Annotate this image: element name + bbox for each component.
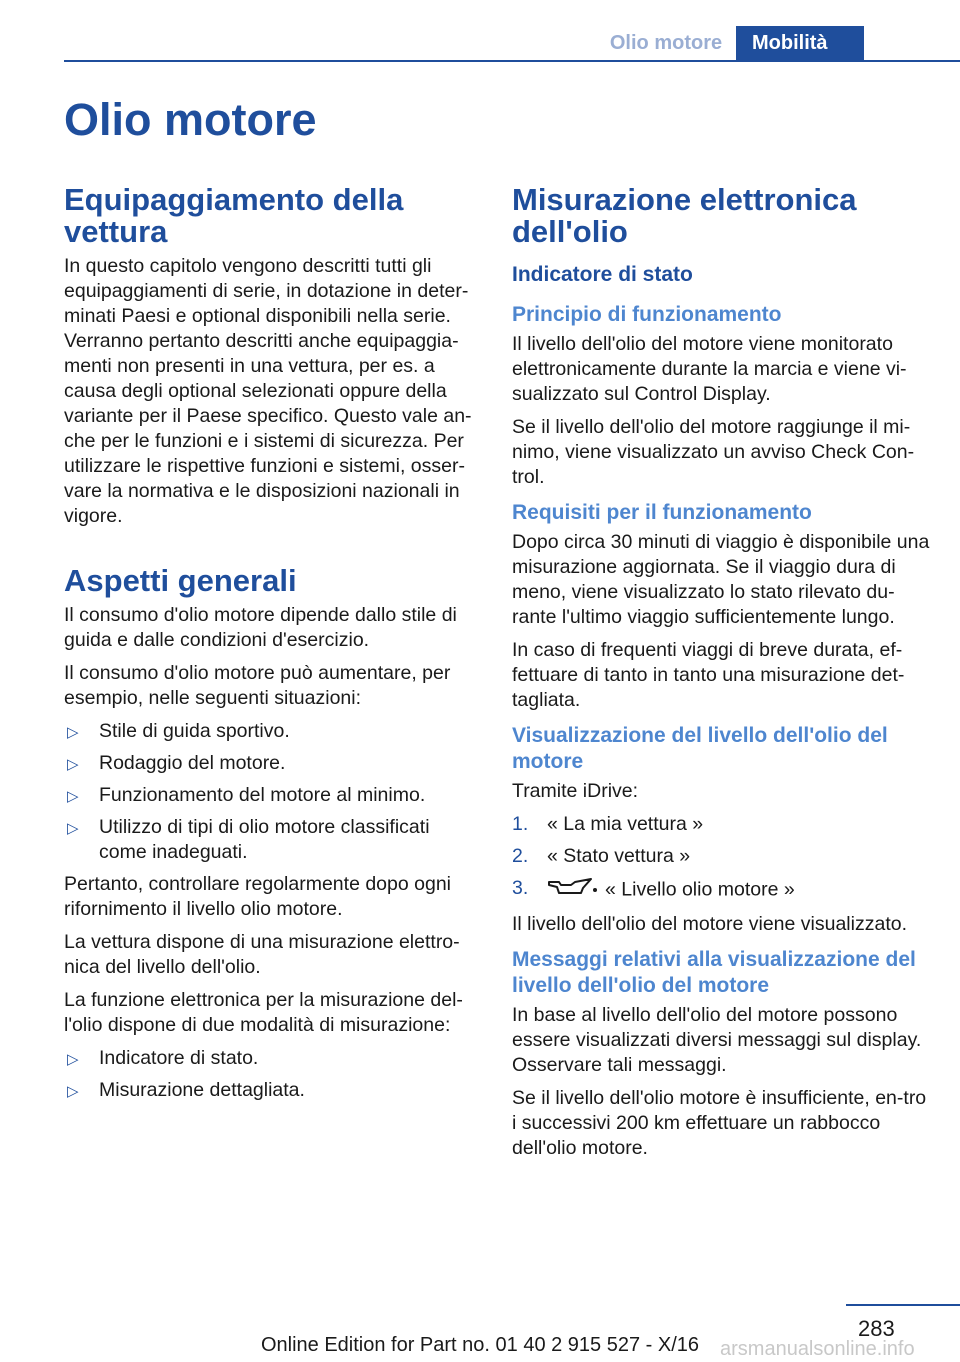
list-item: ▷ Misurazione dettagliata. — [64, 1078, 476, 1103]
edition-note: Online Edition for Part no. 01 40 2 915 527 - X/16 — [260, 1334, 700, 1356]
heading-aspetti-generali: Aspetti generali — [64, 563, 297, 598]
step-number: 2. — [512, 845, 529, 867]
heading-messaggi: Messaggi relativi alla visualizzazione del livello dell'olio del motore — [512, 948, 916, 997]
list-item: ▷ Funzionamento del motore al minimo. — [64, 783, 476, 808]
paragraph: Il consumo d'olio motore può aumentare, per esempio, nelle seguenti situazioni: — [64, 662, 451, 709]
triangle-bullet-icon: ▷ — [67, 756, 79, 773]
triangle-bullet-icon: ▷ — [67, 1051, 79, 1068]
list-item: ▷ Rodaggio del motore. — [64, 751, 476, 776]
list-item: ▷ Stile di guida sportivo. — [64, 719, 476, 744]
paragraph: Pertanto, controllare regolarmente dopo ogni rifornimento il livello olio motore. — [64, 873, 451, 920]
heading-requisiti: Requisiti per il funzionamento — [512, 501, 812, 524]
list-item: ▷ Utilizzo di tipi di olio motore classificati come inadeguati. — [67, 816, 430, 863]
triangle-bullet-icon: ▷ — [67, 820, 79, 837]
heading-misurazione-elettronica: Misurazione elettronica dell'olio — [512, 182, 857, 249]
page-title: Olio motore — [64, 94, 317, 145]
paragraph: Dopo circa 30 minuti di viaggio è disponibile una misurazione aggiornata. Se il viaggio dura di meno, viene visualizzato lo stato rilevato du-rante l'ultimo viaggio sufficientemente lungo. — [512, 531, 930, 628]
heading-equipaggiamento: Equipaggiamento della vettura — [64, 182, 404, 249]
paragraph: Se il livello dell'olio del motore raggiunge il mi-nimo, viene visualizzato un avviso Check Con-trol. — [512, 416, 915, 488]
watermark: arsmanualsonline.info — [720, 1338, 915, 1360]
step-number: 3. — [512, 877, 529, 899]
heading-indicatore-di-stato: Indicatore di stato — [512, 263, 693, 286]
list-item: ▷ Indicatore di stato. — [64, 1046, 476, 1071]
paragraph: Il livello dell'olio del motore viene visualizzato. — [512, 913, 907, 935]
heading-visualizzazione: Visualizzazione del livello dell'olio del motore — [512, 724, 888, 773]
paragraph: In base al livello dell'olio del motore possono essere visualizzati diversi messaggi sul display. Osservare tali messaggi. — [512, 1004, 922, 1076]
header-section-label: Olio motore — [609, 32, 723, 54]
page-number: 283 — [858, 1316, 895, 1341]
step-number: 1. — [512, 813, 529, 835]
consumption-situations-list — [64, 719, 476, 865]
left-column — [64, 184, 476, 1110]
triangle-bullet-icon: ▷ — [67, 1083, 79, 1100]
paragraph: La funzione elettronica per la misurazione del-l'olio dispone di due modalità di misurazione: — [64, 989, 463, 1036]
right-column — [512, 184, 930, 1169]
oil-can-icon — [547, 876, 599, 905]
paragraph: Il consumo d'olio motore dipende dallo stile di guida e dalle condizioni d'esercizio. — [64, 604, 457, 651]
triangle-bullet-icon: ▷ — [67, 724, 79, 741]
paragraph: In caso di frequenti viaggi di breve durata, ef-fettuare di tanto in tanto una misurazione det-tagliata. — [512, 639, 905, 711]
footer-rule — [846, 1304, 960, 1306]
paragraph: Se il livello dell'olio motore è insufficiente, en-tro i successivi 200 km effettuare un rabbocco dell'olio motore. — [512, 1087, 927, 1159]
paragraph: Tramite iDrive: — [512, 780, 639, 802]
idrive-steps-list — [512, 812, 930, 905]
triangle-bullet-icon: ▷ — [67, 788, 79, 805]
list-item: 3. « Livello olio motore » — [512, 876, 930, 905]
paragraph: La vettura dispone di una misurazione elettro-nica del livello dell'olio. — [64, 931, 460, 978]
measurement-modes-list — [64, 1046, 476, 1103]
list-item: 2. « Stato vettura » — [512, 845, 691, 867]
heading-principio: Principio di funzionamento — [512, 303, 782, 326]
paragraph: Il livello dell'olio del motore viene monitorato elettronicamente durante la marcia e viene vi-sualizzato sul Control Display. — [512, 333, 907, 405]
header-chapter-tab: Mobilità — [736, 26, 864, 62]
paragraph-equipaggiamento: In questo capitolo vengono descritti tutti gli equipaggiamenti di serie, in dotazione in deter-minati Paesi e optional disponibili nella serie. Verranno pertanto descritti anche equipaggia-menti non presenti in una vettura, per es. a causa degli optional selezionati oppure della variante per il Paese specifico. Questo vale an-che per le funzioni e i sistemi di sicurezza. Per utilizzare le rispettive funzioni e sistemi, osser-vare la normativa e le disposizioni nazionali in vigore. — [64, 255, 472, 527]
list-item: 1. « La mia vettura » — [512, 813, 704, 835]
